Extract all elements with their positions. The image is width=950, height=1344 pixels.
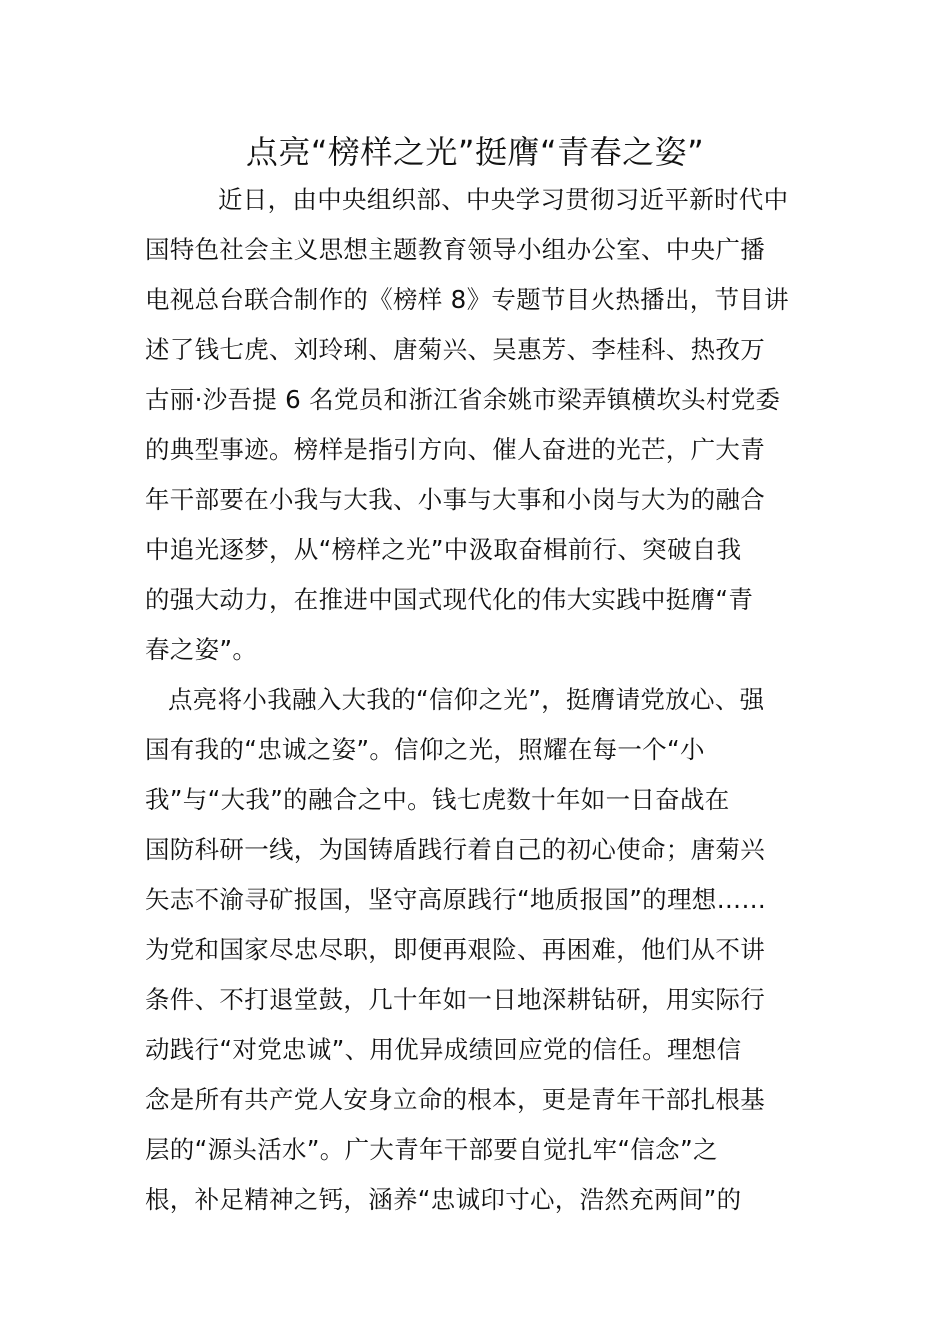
- document-title: 点亮“榜样之光”挺膺“青春之姿”: [245, 133, 705, 171]
- body-line: 点亮将小我融入大我的“信仰之光”，挺膺请党放心、强: [168, 685, 765, 714]
- body-line: 国有我的“忠诚之姿”。信仰之光，照耀在每一个“小: [145, 735, 705, 764]
- body-line: 国特色社会主义思想主题教育领导小组办公室、中央广播: [145, 235, 765, 264]
- body-line: 述了钱七虎、刘玲琍、唐菊兴、吴惠芳、李桂科、热孜万: [145, 335, 765, 364]
- body-line: 中追光逐梦，从“榜样之光”中汲取奋楫前行、突破自我: [145, 535, 742, 564]
- body-line: 动践行“对党忠诚”、用优异成绩回应党的信任。理想信: [145, 1035, 742, 1064]
- body-line: 念是所有共产党人安身立命的根本，更是青年干部扎根基: [145, 1085, 765, 1114]
- body-line: 层的“源头活水”。广大青年干部要自觉扎牢“信念”之: [145, 1135, 718, 1164]
- body-line: 为党和国家尽忠尽职，即便再艰险、再困难，他们从不讲: [145, 935, 765, 964]
- body-line: 我”与“大我”的融合之中。钱七虎数十年如一日奋战在: [145, 785, 730, 814]
- body-line: 电视总台联合制作的《榜样 8》专题节目火热播出，节目讲: [145, 285, 789, 314]
- body-line: 条件、不打退堂鼓，几十年如一日地深耕钻研，用实际行: [145, 985, 765, 1014]
- body-line: 古丽·沙吾提 6 名党员和浙江省余姚市梁弄镇横坎头村党委: [145, 385, 781, 414]
- body-line: 矢志不渝寻矿报国，坚守高原践行“地质报国”的理想……: [145, 885, 767, 914]
- body-line: 的强大动力，在推进中国式现代化的伟大实践中挺膺“青: [145, 585, 754, 614]
- body-line: 年干部要在小我与大我、小事与大事和小岗与大为的融合: [145, 485, 765, 514]
- body-line: 近日，由中央组织部、中央学习贯彻习近平新时代中: [218, 185, 789, 214]
- body-line: 的典型事迹。榜样是指引方向、催人奋进的光芒，广大青: [145, 435, 765, 464]
- body-line: 春之姿”。: [145, 635, 258, 664]
- body-line: 根，补足精神之钙，涵养“忠诚印寸心，浩然充两间”的: [145, 1185, 742, 1214]
- body-line: 国防科研一线，为国铸盾践行着自己的初心使命；唐菊兴: [145, 835, 765, 864]
